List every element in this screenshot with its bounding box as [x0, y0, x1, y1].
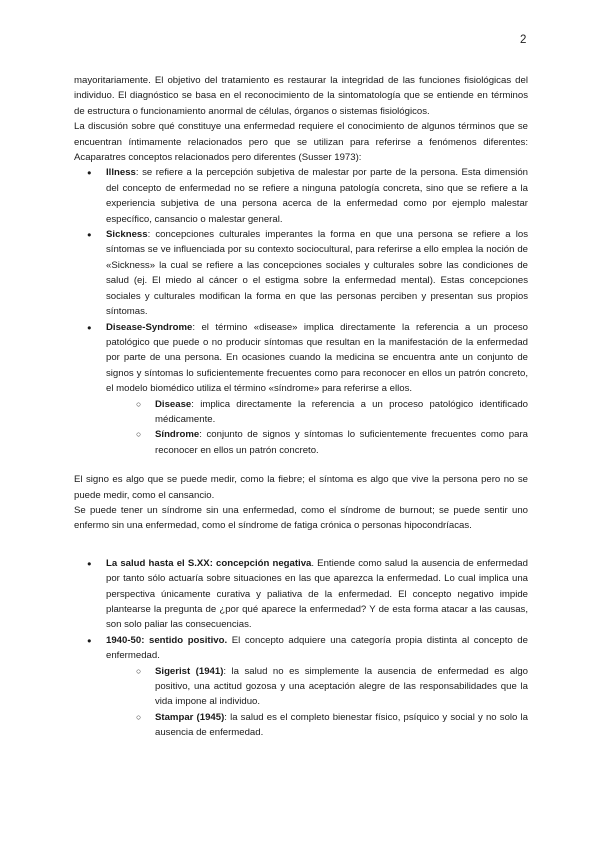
term-concepcion-negativa: La salud hasta el S.XX: concepción negativa: [106, 557, 312, 569]
sublist-item-disease: [106, 397, 528, 428]
term-sigerist: Sigerist (1941): [155, 665, 224, 677]
sublist-item-stampar: [106, 710, 528, 741]
list-item-sentido-positivo: [74, 633, 528, 741]
term-illness: Illness: [106, 167, 136, 179]
definition-concepcion-negativa: . Entiende como salud la ausencia de enfermedad por tanto sólo actuaría sobre situaciones en las que aparezca la enfermedad. Lo cual implica una perspectiva únicamente curativa y paliativa de la enfermedad. El concepto negativo impide plantearse la pregunta de ¿por qué aparece la enfermedad? Y de esta forma atacar a las causas, son solo paliar las consecuencias.: [106, 557, 528, 631]
term-disease: Disease: [155, 398, 192, 410]
positive-sense-sublist: [106, 664, 528, 741]
page-number: 2: [520, 34, 527, 46]
sublist-item-sigerist: [106, 664, 528, 710]
term-stampar: Stampar (1945): [155, 711, 225, 723]
term-sickness: Sickness: [106, 229, 148, 241]
health-concept-list: [74, 556, 528, 741]
term-sentido-positivo: 1940-50: sentido positivo.: [106, 634, 228, 646]
definition-sigerist: : la salud no es simplemente la ausencia de enfermedad es algo positivo, una actitud gozosa y una aceptación alegre de las responsabilidades que la vida impone al individuo.: [155, 665, 528, 708]
paragraph-signo-sintoma: El signo es algo que se puede medir, como la fiebre; el síntoma es algo que vive la persona pero no se puede medir, como el cansancio.: [74, 474, 528, 501]
paragraph-intro: mayoritariamente. El objetivo del tratamiento es restaurar la integridad de las funciones fisiológicas del individuo. El diagnóstico se basa en el reconocimiento de la sintomatología que se entiende en términos de estructura o funcionamiento anormal de células, órganos o sistemas fisiológicos.: [74, 75, 528, 117]
page-content: [74, 73, 528, 741]
definition-disease: : implica directamente la referencia a un proceso patológico identificado médicamente.: [155, 398, 528, 425]
definition-sindrome: : conjunto de signos y síntomas lo suficientemente frecuentes como para reconocer en ellos un patrón concreto.: [155, 429, 528, 456]
sublist-item-sindrome: [106, 427, 528, 458]
list-item-concepcion-negativa: [74, 556, 528, 633]
definition-illness: : se refiere a la percepción subjetiva de malestar por parte de la persona. Esta dimensión del concepto de enfermedad no se refiere a ninguna patología concreta, sino que se refiere a la experiencia subjetiva de una persona acerca de la enfermedad como por ejemplo malestar específico, cansancio o malestar general.: [106, 167, 528, 225]
term-sindrome: Síndrome: [155, 429, 200, 441]
paragraph-sindrome: Se puede tener un síndrome sin una enfermedad, como el síndrome de burnout; se puede sentir uno enfermo sin una enfermedad, como el síndrome de fatiga crónica o personas hipocondríacas.: [74, 504, 528, 532]
definition-stampar: : la salud es el completo bienestar físico, psíquico y social y no solo la ausencia de enfermedad.: [155, 711, 528, 739]
list-item-illness: [74, 165, 528, 227]
list-item-sickness: [74, 227, 528, 319]
definition-sickness: : concepciones culturales imperantes la forma en que una persona se refiere a los síntomas se ve influenciada por su contexto sociocultural, para referirse a ello emplea la noción de «Sickness» la cual se refiere a las concepciones sociales y culturales sobre las condiciones de salud (ej. El miedo al cáncer o el estigma sobre la enfermedad mental). Estas concepciones sociales y culturales modifican la forma en que las personas perciben y presentan sus propios síntomas.: [106, 229, 528, 318]
paragraph-discussion: La discusión sobre qué constituye una enfermedad requiere el conocimiento de algunos términos que se encuentran íntimamente relacionados pero que se utilizan para referirse a fenómenos diferentes: Acaparatres conceptos relacionados pero diferentes (Susser 1973):: [74, 121, 528, 164]
spacer: [74, 534, 528, 556]
disease-syndrome-sublist: [106, 397, 528, 459]
spacer: [74, 458, 528, 472]
definition-disease-syndrome: : el término «disease» implica directamente la referencia a un proceso patológico que puede o no producir síntomas que resultan en la manifestación de la enfermedad por parte de una persona. En ocasiones cuando la medicina se encuentra ante un conjunto de signos y síntomas lo suficientemente frecuentes como para reconocer en ellos un patrón concreto, el modelo biomédico utiliza el término «síndrome» para referirse a ellos.: [106, 321, 528, 395]
concept-list: [74, 165, 528, 458]
list-item-disease-syndrome: [74, 320, 528, 459]
definition-sentido-positivo: El concepto adquiere una categoría propia distinta al concepto de enfermedad.: [106, 634, 528, 662]
term-disease-syndrome: Disease-Syndrome: [106, 321, 193, 333]
